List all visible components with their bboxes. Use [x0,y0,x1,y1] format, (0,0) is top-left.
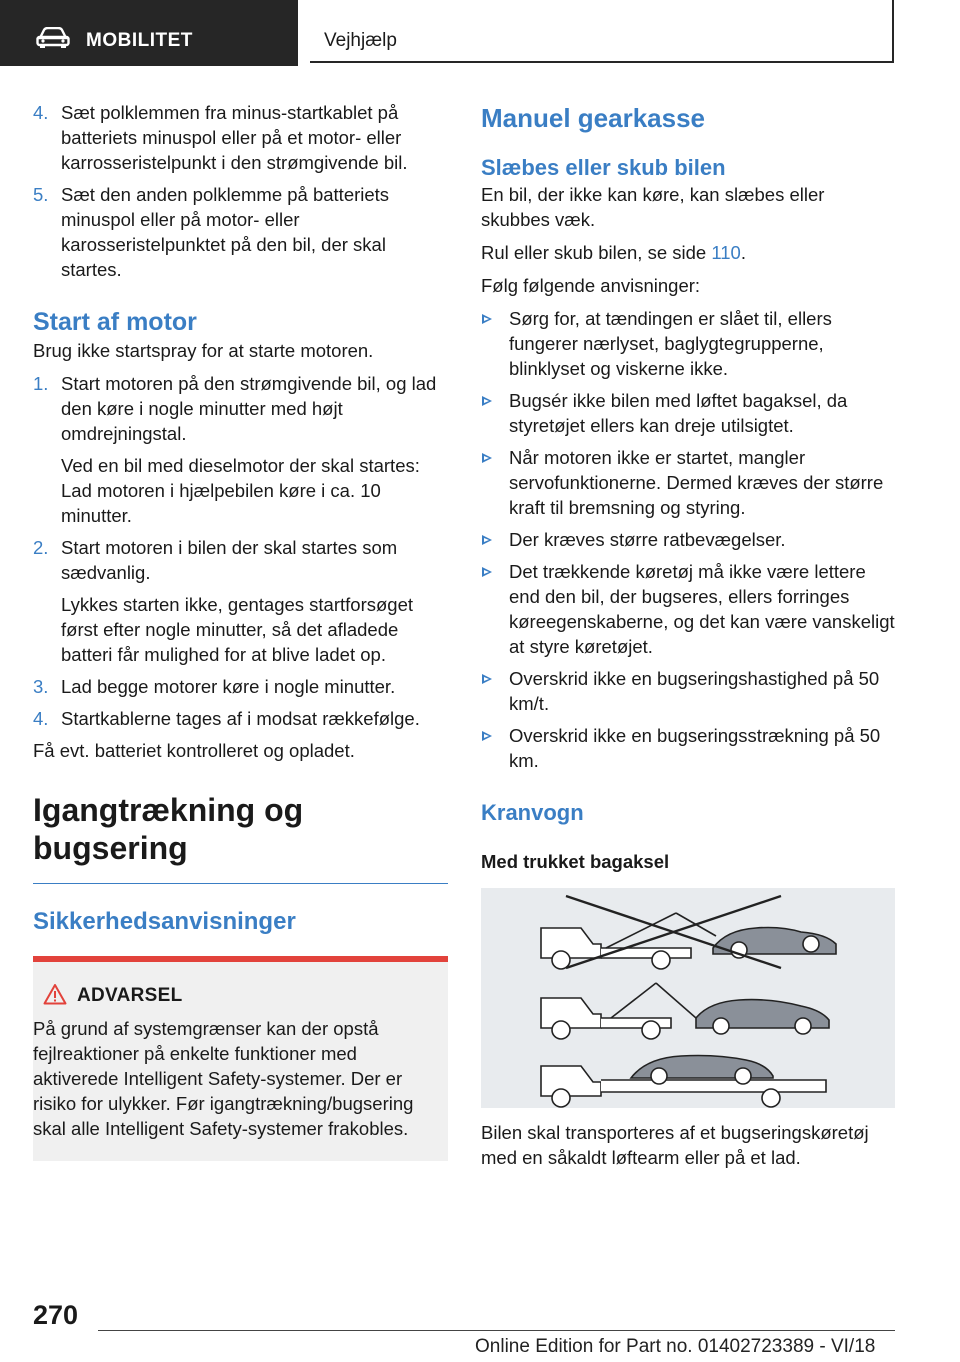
step-note: Ved en bil med dieselmotor der skal startes: Lad motoren i hjælpebilen køre i ca. 10 minutter. [61,455,420,526]
list-item [481,666,895,716]
page-header [0,0,960,66]
reference-suffix: . [740,242,746,263]
bullet-triangle-icon [482,453,492,463]
bullet-text: Bugsér ikke bilen med løftet bagaksel, da styretøjet ellers kan dreje utilsigtet. [509,390,848,436]
section-heading: Start af motor [33,308,197,336]
list-item [33,182,448,282]
warning-box [33,956,448,1161]
step-text: Startkablerne tages af i modsat rækkefølge. [61,708,420,729]
paragraph: Brug ikke startspray for at starte motoren. [33,340,374,361]
towing-illustration [481,888,895,1108]
step-text: Sæt den anden polklemme på batteriets minuspol eller på motor- eller karosseristelpunktet på den bil, der skal startes. [61,184,390,280]
step-number: 2. [33,537,49,558]
bullet-text: Det trækkende køretøj må ikke være lettere end den bil, der bugseres, ellers forringes køreegenskaberne, og det kan være vanskeligt at styre køretøjet. [509,561,895,657]
warning-header [33,982,434,1010]
bullet-text: Overskrid ikke en bugseringshastighed på 50 km/t. [509,668,880,714]
chapter-tab [310,0,894,63]
chapter-label: Vejhjælp [324,30,397,51]
figure-caption: Bilen skal transporteres af et bugseringskøretøj med en såkaldt løftearm eller på et lad. [481,1122,869,1168]
tow-truck-illustration [481,888,895,1108]
step-note: Lykkes starten ikke, gentages startforsøget først efter nogle minutter, så det afladede batteri får mulighed for at blive ladet op. [61,594,414,665]
section-heading: Sikkerhedsanvisninger [33,908,296,935]
list-item [33,674,448,699]
list-item [33,100,448,175]
chapter-heading: Igangtrækning og bugsering [33,792,304,866]
bullet-triangle-icon [482,535,492,545]
heading-divider [33,883,448,884]
footer-divider [98,1330,895,1331]
reference-text: Rul eller skub bilen, se side [481,242,712,263]
list-item [481,445,895,520]
bullet-text: Sørg for, at tændingen er slået til, ellers fungerer nærlyset, baglygtegrupperne, blinklyset og viskerne ikke. [509,308,832,379]
step-text: Start motoren i bilen der skal startes som sædvanlig. [61,537,398,583]
bullet-text: Der kræves større ratbevægelser. [509,529,786,550]
right-column [481,100,895,1170]
step-number: 3. [33,676,49,697]
step-text: Sæt polklemmen fra minus-startkablet på batteriets minuspol eller på et motor- eller karrosseristelpunkt i den strømgivende bil. [61,102,408,173]
section-tab [0,0,298,66]
bullet-triangle-icon [482,314,492,324]
section-heading: Manuel gearkasse [481,103,706,133]
list-item [481,527,895,552]
step-number: 4. [33,102,49,123]
left-column [33,100,448,1161]
step-text: Start motoren på den strømgivende bil, og lad den køre i nogle minutter med højt omdrejningstal. [61,373,437,444]
edition-note: Online Edition for Part no. 01402723389 - VI/18 [475,1336,876,1357]
warning-text: På grund af systemgrænser kan der opstå fejlreaktioner på enkelte funktioner med aktiverede Intelligent Safety-systemer. Der er risiko for ulykker. Før igangtrækning/bugsering skal alle Intelligent Safety-systemer frakobles. [33,1018,414,1139]
page-number: 270 [33,1300,79,1330]
step-number: 1. [33,373,49,394]
list-item [481,306,895,381]
list-item [33,371,448,528]
bullet-text: Overskrid ikke en bugseringsstrækning på 50 km. [509,725,881,771]
subsection-heading: Kranvogn [481,800,584,825]
section-label: MOBILITET [86,30,193,51]
list-item [481,388,895,438]
list-item [33,706,448,731]
paragraph: Følg følgende anvisninger: [481,275,701,296]
step-number: 4. [33,708,49,729]
bullet-triangle-icon [482,731,492,741]
step-text: Lad begge motorer køre i nogle minutter. [61,676,396,697]
paragraph: Få evt. batteriet kontrolleret og opladet. [33,740,355,761]
page-link[interactable]: 110 [711,242,741,263]
bullet-triangle-icon [482,567,492,577]
page-reference [481,240,895,265]
bullet-triangle-icon [482,674,492,684]
paragraph: En bil, der ikke kan køre, kan slæbes eller skubbes væk. [481,184,825,230]
bullet-triangle-icon [482,396,492,406]
list-item [33,535,448,667]
warning-title: ADVARSEL [77,985,183,1006]
subsection-heading: Slæbes eller skub bilen [481,155,726,180]
car-icon [36,27,70,49]
list-item [481,723,895,773]
warning-triangle-icon [43,983,67,1005]
figure-label: Med trukket bagaksel [481,851,670,872]
list-item [481,559,895,659]
bullet-text: Når motoren ikke er startet, mangler servofunktionerne. Dermed kræves der større kraft til bremsning og styring. [509,447,884,518]
step-number: 5. [33,184,49,205]
